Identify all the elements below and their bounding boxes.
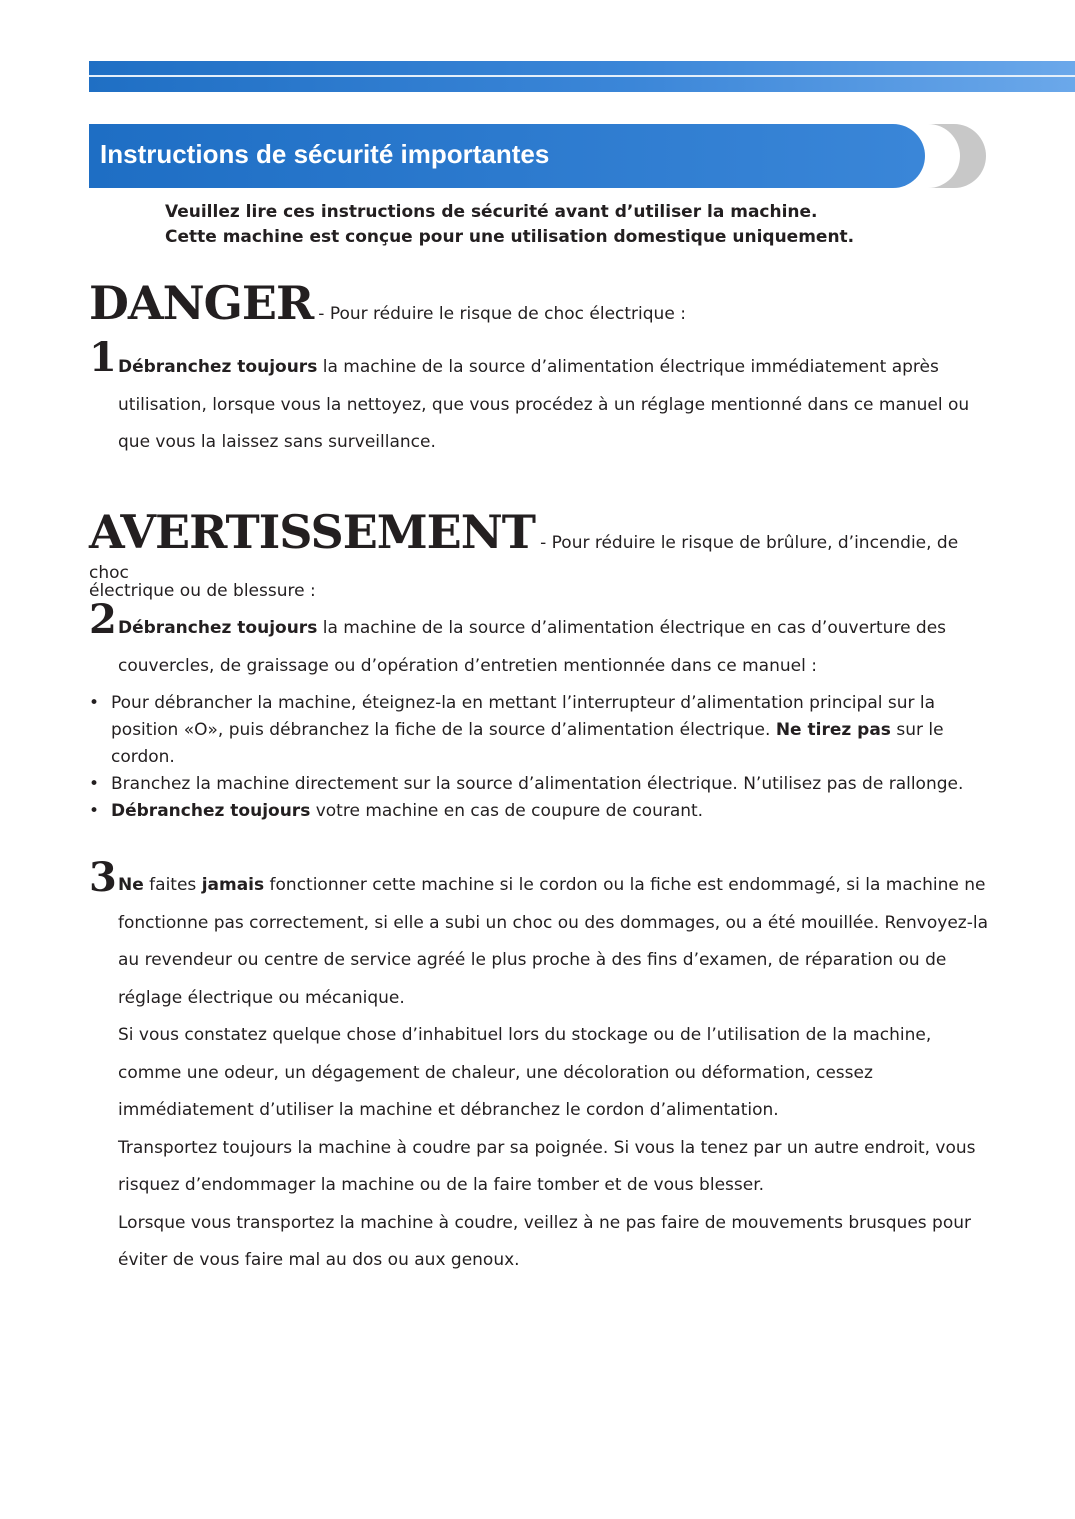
bullet-item [89, 690, 984, 771]
bullet-1-text: Pour débrancher la machine, éteignez-la en mettant l’interrupteur d’alimentation principal sur la position «O», puis débranchez la fiche de la source d’alimentation électrique. [111, 693, 936, 740]
intro-text [165, 200, 854, 250]
header-chevron-decoration [926, 124, 988, 188]
bullet-1-end: sur le cordon. [111, 720, 944, 767]
item-3-para-4: Lorsque vous transportez la machine à coudre, veillez à ne pas faire de mouvements brusques pour éviter de vous faire mal au dos ou aux genoux. [118, 1212, 971, 1270]
bullet-2-text: Branchez la machine directement sur la source d’alimentation électrique. N’utilisez pas de rallonge. [111, 774, 964, 794]
intro-line-1: Veuillez lire ces instructions de sécurité avant d’utiliser la machine. [165, 202, 818, 222]
item-3-text [118, 867, 988, 1280]
item-3-bold-ne: Ne [118, 875, 144, 895]
item-3-text-1: faites [143, 875, 202, 895]
intro-line-2: Cette machine est conçue pour une utilisation domestique uniquement. [165, 227, 855, 247]
warning-label: AVERTISSEMENT [89, 505, 536, 559]
item-1-bold: Débranchez toujours [118, 357, 318, 377]
item-3-para-2: Si vous constatez quelque chose d’inhabituel lors du stockage ou de l’utilisation de la machine, comme une odeur, un dégagement de chaleur, une décoloration ou déformation, cessez immédiatement d’utiliser la machine et débranchez le cordon d’alimentation. [118, 1025, 932, 1120]
bullet-list [89, 690, 984, 825]
bullet-3-text: votre machine en cas de coupure de courant. [310, 801, 704, 821]
item-2-text [118, 610, 988, 685]
item-1-body: la machine de la source d’alimentation électrique immédiatement après utilisation, lorsque vous la nettoyez, que vous procédez à un réglage mentionné dans ce manuel ou que vous la laissez sans surveillance. [118, 357, 970, 452]
item-number-3: 3 [89, 854, 117, 901]
bullet-item [89, 798, 984, 825]
item-number-2: 2 [89, 596, 117, 643]
section-title: Instructions de sécurité importantes [100, 139, 550, 169]
item-3-para-1 [118, 867, 988, 1017]
item-number-1: 1 [89, 334, 117, 381]
bullet-3-bold: Débranchez toujours [111, 801, 311, 821]
bullet-1-bold: Ne tirez pas [775, 720, 891, 740]
item-2-bold: Débranchez toujours [118, 618, 318, 638]
danger-heading [89, 276, 686, 330]
item-3-para-3: Transportez toujours la machine à coudre par sa poignée. Si vous la tenez par un autre endroit, vous risquez d’endommager la machine ou de la faire tomber et de vous blesser. [118, 1137, 976, 1195]
bullet-dot: • [89, 693, 100, 713]
bullet-item [89, 771, 984, 798]
item-3-text-2: fonctionner cette machine si le cordon ou la fiche est endommagé, si la machine ne fonctionne pas correctement, si elle a subi un choc ou des dommages, ou a été mouillée. Renvoyez-la au revendeur ou centre de service agréé le plus proche à des fins d’examen, de réparation ou de réglage électrique ou mécanique. [118, 875, 988, 1008]
item-1-text [118, 349, 988, 462]
danger-subtitle: - Pour réduire le risque de choc électrique : [318, 304, 686, 324]
bullet-dot: • [89, 774, 100, 794]
item-3-bold-jamais: jamais [201, 875, 265, 895]
section-header [89, 124, 925, 188]
warning-subtitle-cont: électrique ou de blessure : [89, 581, 316, 601]
top-band-line [89, 75, 1075, 77]
warning-subtitle: - Pour réduire le risque de brûlure, d’incendie, de choc [89, 533, 959, 583]
warning-heading [89, 504, 989, 604]
item-2-body: la machine de la source d’alimentation électrique en cas d’ouverture des couvercles, de graissage ou d’opération d’entretien mentionnée dans ce manuel : [118, 618, 947, 676]
top-decorative-band [89, 61, 1075, 92]
bullet-dot: • [89, 801, 100, 821]
danger-label: DANGER [89, 276, 314, 330]
